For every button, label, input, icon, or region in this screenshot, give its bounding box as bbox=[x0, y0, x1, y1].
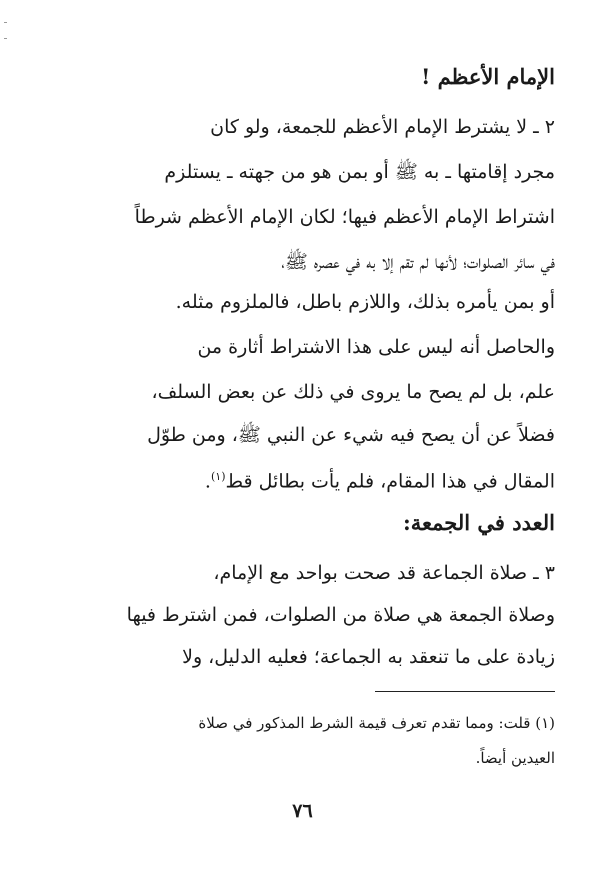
paragraph-line: علم، بل لم يصح ما يروى في ذلك عن بعض السلف، bbox=[151, 381, 555, 403]
paragraph-line: ٢ ـ لا يشترط الإمام الأعظم للجمعة، ولو كان bbox=[210, 116, 555, 138]
paragraph-line: أو بمن يأمره بذلك، واللازم باطل، فالملزوم مثله. bbox=[175, 291, 555, 313]
paragraph-1 bbox=[30, 112, 555, 312]
paragraph-line: ٣ ـ صلاة الجماعة قد صحت بواحد مع الإمام، bbox=[213, 562, 555, 584]
sentence-end: . bbox=[204, 470, 211, 493]
paragraph-line: في سائر الصلوات؛ لأنها لم تقم إلا به في عصره ﷺ، bbox=[281, 251, 555, 273]
footnote-separator bbox=[375, 691, 555, 692]
margin-mark bbox=[4, 38, 7, 39]
page-number: ٧٦ bbox=[292, 800, 313, 822]
paragraph-line: فضلاً عن أن يصح فيه شيء عن النبي ﷺ، ومن طوّل bbox=[147, 424, 555, 446]
paragraph-line: والحاصل أنه ليس على هذا الاشتراط أثارة من bbox=[197, 336, 555, 358]
footnote-line: (١) قلت: ومما تقدم تعرف قيمة الشرط المذكور في صلاة bbox=[198, 714, 555, 732]
paragraph-3 bbox=[30, 558, 555, 688]
section-heading-grand-imam: الإمام الأعظم ! bbox=[421, 64, 555, 89]
footnote-line: العيدين أيضاً. bbox=[475, 749, 555, 767]
paragraph-line-text: المقال في هذا المقام، فلم يأت بطائل قط bbox=[225, 470, 555, 493]
paragraph-line: مجرد إقامتها ـ به ﷺ أو بمن هو من جهته ـ يستلزم bbox=[164, 161, 555, 183]
paragraph-line: زيادة على ما تنعقد به الجماعة؛ فعليه الدليل، ولا bbox=[182, 646, 555, 668]
footnote-reference[interactable]: (١) bbox=[210, 470, 226, 483]
section-heading-friday-count: العدد في الجمعة: bbox=[403, 510, 555, 535]
paragraph-line-last bbox=[30, 462, 555, 496]
paragraph-line: اشتراط الإمام الأعظم فيها؛ لكان الإمام الأعظم شرطاً bbox=[134, 206, 555, 228]
margin-mark bbox=[4, 22, 7, 23]
paragraph-line: وصلاة الجمعة هي صلاة من الصلوات، فمن اشترط فيها bbox=[126, 604, 555, 626]
paragraph-2 bbox=[30, 332, 555, 502]
